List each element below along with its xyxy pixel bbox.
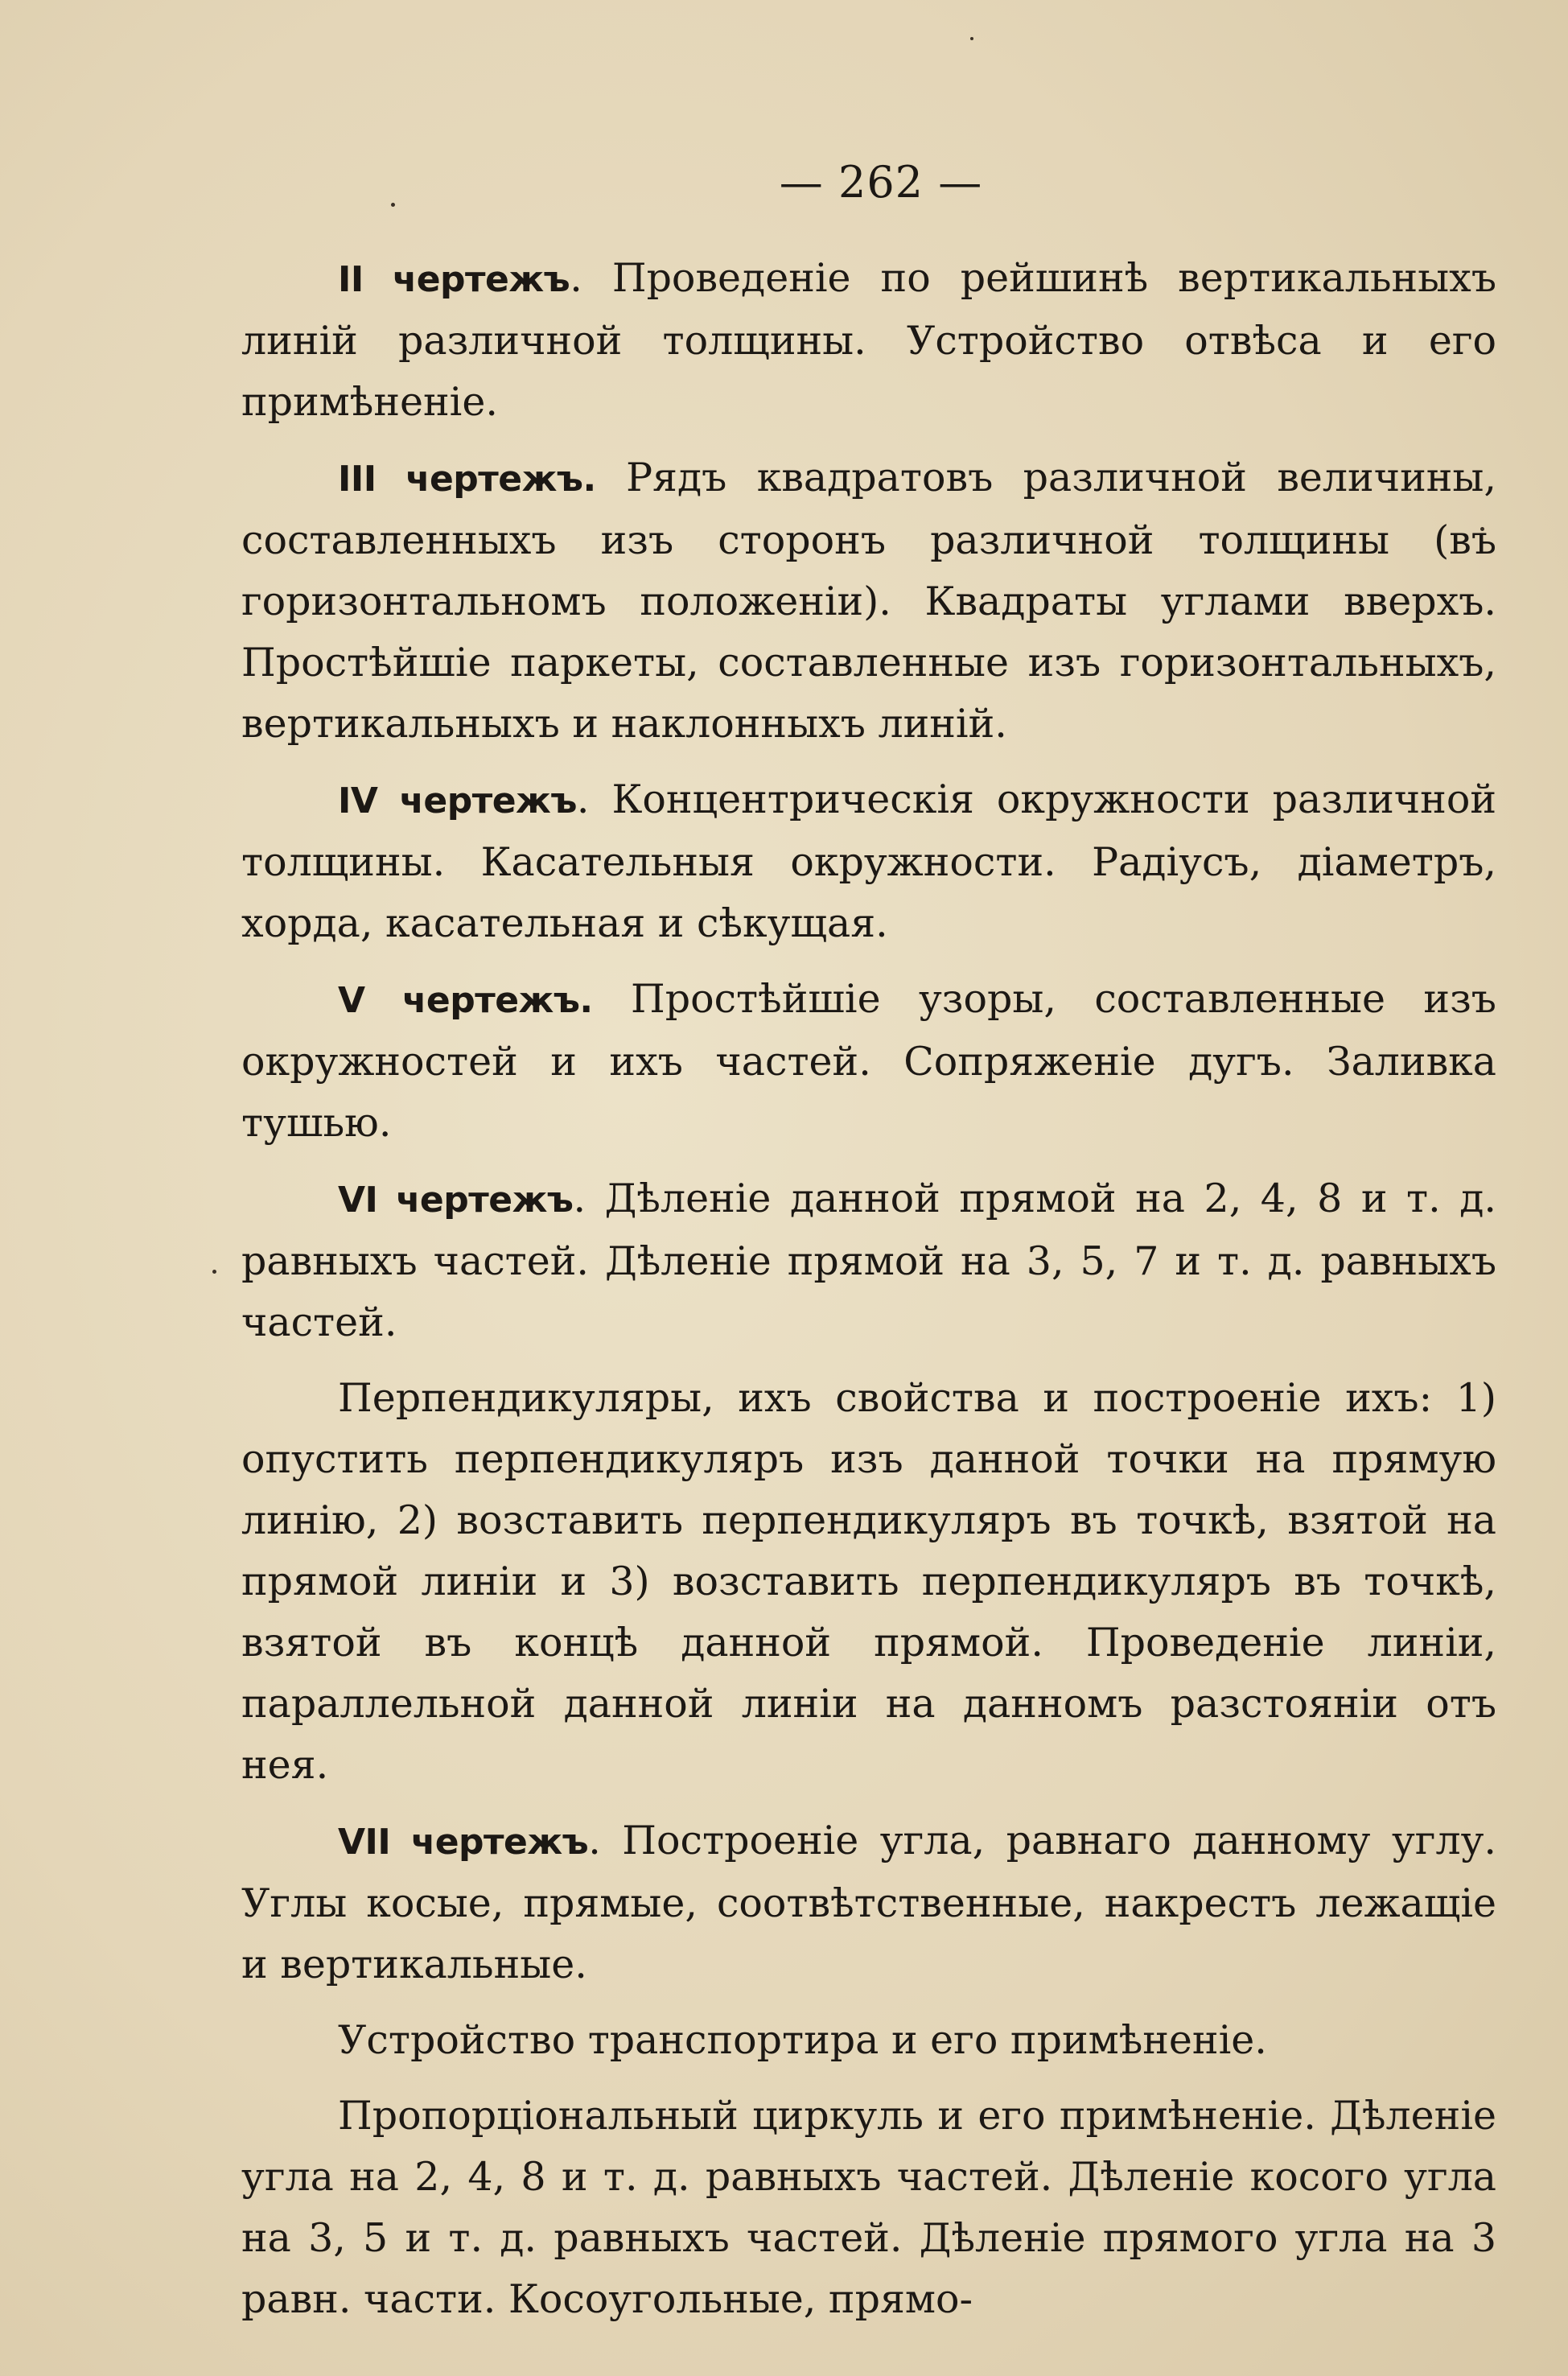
paragraph-text: . Проведеніе по рейшинѣ вертикальныхъ линій различной толщины. Устройство отвѣса и его примѣненіе. [241,255,1496,425]
paragraph-heading: II чертежъ [338,259,570,300]
paragraph-text: . Концентрическія окружности различной толщины. Касательныя окружности. Радіусъ, діаметръ, хорда, касательная и сѣкущая. [241,776,1496,946]
paragraph-text: Устройство транспортира и его примѣненіе. [338,2017,1267,2063]
paragraph-text: Рядъ квадратовъ различной величины, составленныхъ изъ сторонъ различной толщины (въ горизонтальномъ положеніи). Квадраты углами вверхъ. Простѣйшіе паркеты, составленные изъ горизонтальныхъ, вертикальныхъ и наклонныхъ линій. [241,455,1496,747]
paragraph-heading: V чертежъ. [338,980,593,1021]
paragraph-drawing-7 [241,1810,1496,1995]
paragraph-drawing-4 [241,769,1496,954]
paragraph-drawing-6 [241,1168,1496,1353]
document-page [241,157,1496,2345]
paragraph-drawing-5 [241,969,1496,1154]
paragraph-heading: IV чертежъ [338,780,577,822]
paragraph-text: . Дѣленіе данной прямой на 2, 4, 8 и т. д. равныхъ частей. Дѣленіе прямой на 3, 5, 7 и т. д. равныхъ частей. [241,1176,1496,1345]
paragraph-heading: VI чертежъ [338,1180,574,1221]
paragraph-drawing-3 [241,447,1496,755]
paragraph-drawing-2 [241,248,1496,433]
print-speck [212,1270,216,1274]
paragraph-heading: VII чертежъ [338,1822,589,1863]
paragraph-heading: III чертежъ. [338,459,596,500]
paragraph-proportional-compass [241,2086,1496,2330]
paragraph-text: Пропорціональный циркуль и его примѣненіе. Дѣленіе угла на 2, 4, 8 и т. д. равныхъ частей. Дѣленіе косого угла на 3, 5 и т. д. равныхъ частей. Дѣленіе прямого угла на 3 равн. части. Косоугольные, прямо- [241,2093,1496,2322]
paragraph-protractor [241,2010,1496,2071]
paragraph-text: Простѣйшіе узоры, составленные изъ окружностей и ихъ частей. Сопряженіе дугъ. Заливка тушью. [241,976,1496,1146]
paragraph-perpendiculars [241,1368,1496,1796]
paragraph-text: Перпендикуляры, ихъ свойства и построеніе ихъ: 1) опустить перпендикуляръ изъ данной точки на прямую линію, 2) возставить перпендикуляръ въ точкѣ, взятой на прямой линіи и 3) возставить перпендикуляръ въ точкѣ, взятой въ концѣ данной прямой. Проведеніе линіи, параллельной данной линіи на данномъ разстояніи отъ нея. [241,1375,1496,1788]
paragraph-text: . Построеніе угла, равнаго данному углу. Углы косые, прямые, соотвѣтственные, накрестъ лежащіе и вертикальные. [241,1818,1496,1987]
print-speck [970,37,973,40]
page-number: — 262 — [779,157,983,208]
